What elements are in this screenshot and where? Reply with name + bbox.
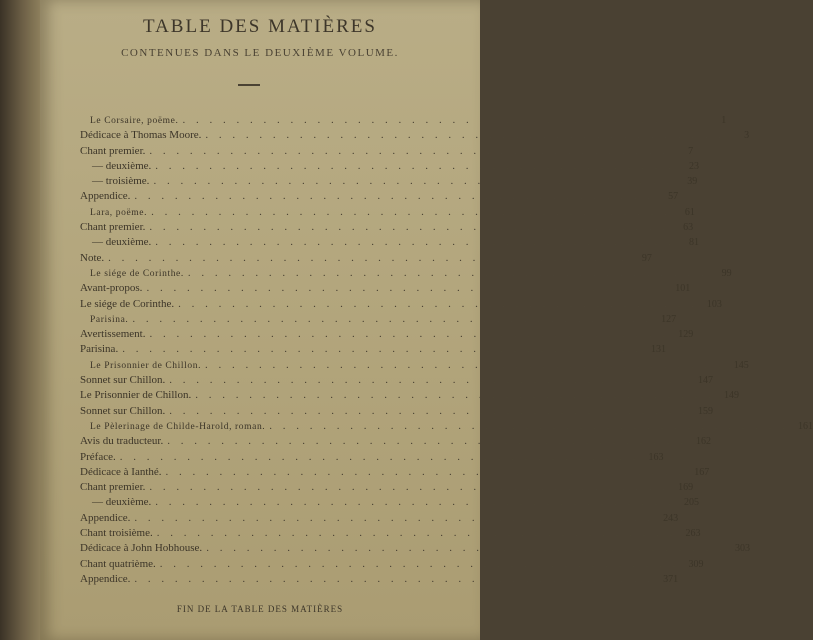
- toc-section-row: [80, 266, 732, 281]
- toc-page-number: 243: [663, 512, 679, 524]
- toc-row: [80, 388, 739, 403]
- toc-row: [80, 450, 664, 465]
- toc-entry-title: Dédicace à Thomas Moore.: [80, 129, 202, 142]
- dot-leader: . . . . . . . . . . . . . . . . . . . . . . . . . . . . . . . . . . . . . . .: [119, 450, 640, 463]
- toc-entry-title: — deuxième.: [92, 236, 152, 249]
- toc-page-number: 57: [668, 191, 679, 203]
- toc-page-number: 3: [744, 130, 750, 142]
- toc-row: [80, 465, 710, 480]
- dot-leader: . . . . . . . . . . . . . . . . . . . . . . . . . . . . . . . . . . . . . . .: [155, 159, 676, 172]
- toc-entry-title: Le Pèlerinage de Childe-Harold, roman.: [90, 421, 266, 432]
- toc-row: [80, 128, 750, 143]
- book-spine-shadow: [0, 0, 40, 640]
- toc-page-number: 1: [721, 115, 727, 126]
- toc-entry-title: Préface.: [80, 450, 116, 463]
- toc-page-number: 131: [650, 344, 666, 356]
- dot-leader: . . . . . . . . . . . . . . . . . . . . . . . . . . . . . . . . . . . . . . .: [169, 374, 690, 387]
- toc-row: [80, 235, 700, 250]
- toc-row: [80, 480, 694, 495]
- toc-row: [80, 434, 711, 449]
- toc-entry-title: Chant quatrième.: [80, 557, 156, 570]
- toc-page-number: 145: [733, 359, 749, 371]
- dot-leader: . . . . . . . . . . . . . . . . . . . . . . . . . . . . . . . . . . . . . . .: [167, 435, 687, 448]
- toc-row: [80, 251, 652, 266]
- toc-entry-title: Avertissement.: [80, 328, 146, 341]
- toc-section-row: [80, 113, 727, 128]
- toc-entry-title: Appendice.: [80, 511, 131, 524]
- toc-row: [80, 511, 679, 526]
- toc-entry-title: Sonnet sur Chillon.: [80, 374, 166, 387]
- toc-page-number: 99: [721, 267, 732, 279]
- dot-leader: . . . . . . . . . . . . . . . . . . . . . . . . . . . . . . . . . . . . . . .: [151, 205, 671, 218]
- toc-entry-title: Le Prisonnier de Chillon.: [90, 360, 202, 371]
- toc-page-number: 61: [684, 206, 695, 218]
- dot-leader: . . . . . . . . . . . . . . . . . . . . . . . . . . . . . . . . . . . . . . .: [108, 251, 628, 264]
- toc-entry-title: Dédicace à Ianthé.: [80, 465, 162, 478]
- toc-row: [80, 526, 701, 541]
- dot-leader: . . . . . . . . . . . . . . . . . . . . . . . . . . . . . . . . . . . . . . .: [122, 343, 642, 356]
- toc-page-number: 129: [678, 329, 694, 341]
- title-divider: [238, 84, 260, 86]
- toc-section-row: [80, 205, 695, 220]
- dot-leader: . . . . . . . . . . . . . . . . . . . . . . . . . . . . . . . . . . . . . . .: [149, 221, 670, 234]
- dot-leader: . . . . . . . . . . . . . . . . . . . . . . . . . . . . . . . . . . . . . . .: [155, 496, 676, 509]
- toc-page-number: 163: [648, 451, 664, 463]
- toc-page-number: 263: [685, 528, 701, 540]
- toc-entry-title: Le siége de Corinthe.: [80, 297, 175, 310]
- toc-page-number: 97: [641, 252, 652, 264]
- toc-entry-title: Avant-propos.: [80, 282, 143, 295]
- dot-leader: . . . . . . . . . . . . . . . . . . . . . . . . . . . . . . . . . . . . . . .: [187, 266, 708, 279]
- toc-entry-title: — troisième.: [92, 175, 150, 188]
- toc-page-number: 169: [678, 482, 694, 494]
- dot-leader: . . . . . . . . . . . . . . . . . . . . . . . . . . . . . . . . . . . . . . .: [169, 404, 690, 417]
- dot-leader: . . . . . . . . . . . . . . . . . . . . . . . . . . . . . . . . . . . . . . .: [134, 190, 655, 203]
- dot-leader: . . . . . . . . . . . . . . . . . . . . . . . . . . . . . . . . . . . . . . .: [159, 557, 680, 570]
- toc-entry-title: Le siége de Corinthe.: [90, 268, 184, 279]
- page-footer: FIN DE LA TABLE DES MATIÈRES: [176, 604, 344, 614]
- toc-page-number: 371: [663, 573, 679, 585]
- toc-page-number: 161: [798, 420, 813, 432]
- page-subtitle: CONTENUES DANS LE DEUXIÈME VOLUME.: [121, 47, 399, 59]
- toc-section-row: [80, 312, 677, 327]
- dot-leader: . . . . . . . . . . . . . . . . . . . . . . . . . . . . . . . . . . . . . . .: [155, 236, 676, 249]
- dot-leader: . . . . . . . . . . . . . . . . . . . . . . . . . . . . . . . . . . . . . . .: [156, 527, 677, 540]
- toc-entry-title: Note.: [80, 251, 105, 264]
- toc-row: [80, 572, 679, 587]
- toc-section-row: [80, 419, 813, 434]
- toc-row: [80, 342, 666, 357]
- toc-row: [80, 404, 714, 419]
- toc-page-number: 167: [694, 466, 710, 478]
- toc-row: [80, 541, 750, 556]
- toc-section-row: [80, 358, 749, 373]
- toc-page-number: 63: [683, 222, 694, 234]
- toc-entry-title: Chant premier.: [80, 481, 146, 494]
- dot-leader: . . . . . . . . . . . . . . . . . . . . . . . . . . . . . . . . . . . . . . .: [195, 389, 715, 402]
- dot-leader: . . . . . . . . . . . . . . . . . . . . . . . . . . . . . . . . . . . . . . .: [269, 419, 790, 432]
- toc-entry-title: Sonnet sur Chillon.: [80, 404, 166, 417]
- table-of-contents: [80, 113, 813, 587]
- toc-page-number: 39: [687, 176, 698, 188]
- toc-entry-title: Appendice.: [80, 190, 131, 203]
- toc-row: [80, 281, 691, 296]
- toc-page-number: 81: [689, 237, 700, 249]
- toc-page-number: 101: [675, 283, 691, 295]
- dot-leader: . . . . . . . . . . . . . . . . . . . . . . . . . . . . . . . . . . . . . . .: [178, 297, 698, 310]
- toc-entry-title: Le Corsaire, poëme.: [90, 116, 179, 126]
- book-page: [40, 0, 813, 640]
- toc-row: [80, 144, 694, 159]
- toc-entry-title: Lara, poëme.: [90, 207, 148, 218]
- dot-leader: . . . . . . . . . . . . . . . . . . . . . . . . . . . . . . . . . . . . . . .: [206, 542, 726, 555]
- toc-page-number: 103: [706, 298, 722, 310]
- toc-entry-title: Avis du traducteur.: [80, 435, 164, 448]
- toc-row: [80, 174, 698, 189]
- toc-entry-title: Le Prisonnier de Chillon.: [80, 389, 192, 402]
- toc-entry-title: Chant premier.: [80, 221, 146, 234]
- toc-row: [80, 159, 700, 174]
- toc-entry-title: — deuxième.: [92, 496, 152, 509]
- toc-entry-title: Appendice.: [80, 572, 131, 585]
- toc-entry-title: Dédicace à John Hobhouse.: [80, 542, 203, 555]
- toc-page-number: 303: [734, 543, 750, 555]
- toc-row: [80, 495, 700, 510]
- dot-leader: . . . . . . . . . . . . . . . . . . . . . . . . . . . . . . . . . . . . . . .: [149, 144, 670, 157]
- toc-page-number: 127: [661, 313, 677, 325]
- toc-page-number: 205: [684, 497, 700, 509]
- dot-leader: . . . . . . . . . . . . . . . . . . . . . . . . . . . . . . . . . . . . . . .: [149, 328, 670, 341]
- page-title: TABLE DES MATIÈRES: [143, 16, 377, 37]
- dot-leader: . . . . . . . . . . . . . . . . . . . . . . . . . . . . . . . . . . . . . . .: [182, 114, 703, 126]
- toc-row: [80, 557, 704, 572]
- toc-row: [80, 297, 722, 312]
- toc-entry-title: — deuxième.: [92, 159, 152, 172]
- toc-row: [80, 327, 694, 342]
- toc-page-number: 147: [698, 375, 714, 387]
- toc-page-number: 23: [689, 160, 700, 172]
- toc-page-number: 159: [698, 405, 714, 417]
- toc-page-number: 162: [695, 436, 711, 448]
- toc-page-number: 149: [723, 390, 739, 402]
- toc-page-number: 7: [688, 145, 694, 157]
- dot-leader: . . . . . . . . . . . . . . . . . . . . . . . . . . . . . . . . . . . . . . .: [205, 358, 725, 371]
- dot-leader: . . . . . . . . . . . . . . . . . . . . . . . . . . . . . . . . . . . . . . .: [146, 282, 667, 295]
- dot-leader: . . . . . . . . . . . . . . . . . . . . . . . . . . . . . . . . . . . . . . .: [149, 481, 670, 494]
- toc-page-number: 309: [688, 558, 704, 570]
- toc-entry-title: Parisina.: [80, 343, 119, 356]
- dot-leader: . . . . . . . . . . . . . . . . . . . . . . . . . . . . . . . . . . . . . . .: [165, 465, 686, 478]
- dot-leader: . . . . . . . . . . . . . . . . . . . . . . . . . . . . . . . . . . . . . . .: [134, 572, 655, 585]
- toc-entry-title: Chant premier.: [80, 144, 146, 157]
- toc-row: [80, 220, 694, 235]
- dot-leader: . . . . . . . . . . . . . . . . . . . . . . . . . . . . . . . . . . . . . . .: [132, 312, 653, 325]
- toc-row: [80, 189, 679, 204]
- toc-row: [80, 373, 714, 388]
- dot-leader: . . . . . . . . . . . . . . . . . . . . . . . . . . . . . . . . . . . . . . .: [205, 129, 726, 142]
- dot-leader: . . . . . . . . . . . . . . . . . . . . . . . . . . . . . . . . . . . . . . .: [153, 175, 674, 188]
- dot-leader: . . . . . . . . . . . . . . . . . . . . . . . . . . . . . . . . . . . . . . .: [134, 511, 655, 524]
- toc-entry-title: Parisina.: [90, 314, 129, 325]
- toc-entry-title: Chant troisième.: [80, 527, 153, 540]
